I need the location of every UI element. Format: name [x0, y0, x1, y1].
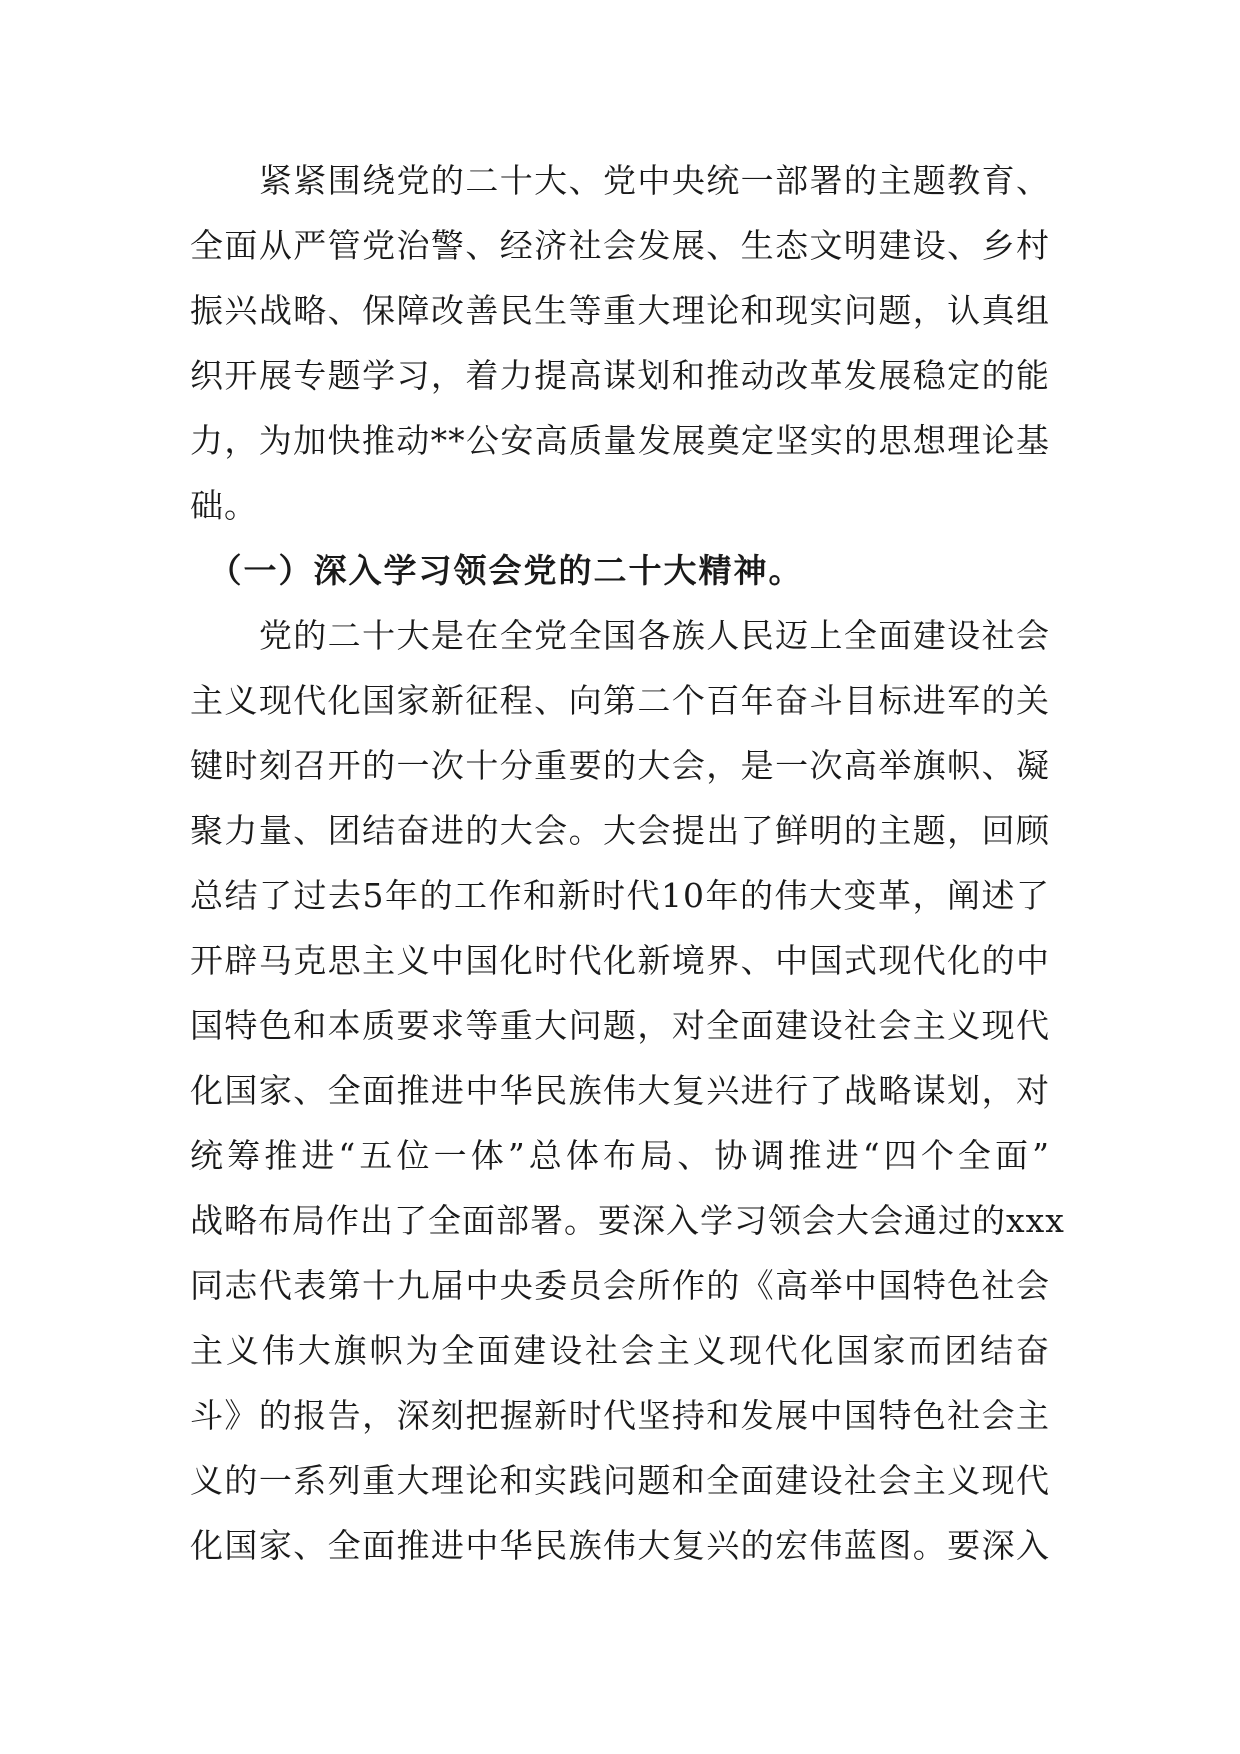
section-heading: （一）深入学习领会党的二十大精神。 — [190, 551, 804, 590]
paragraph-line: 础。 — [190, 486, 258, 525]
paragraph-line: 全面从严管党治警、经济社会发展、生态文明建设、乡村 — [190, 226, 1050, 265]
paragraph-line: 紧紧围绕党的二十大、党中央统一部署的主题教育、 — [190, 161, 1050, 200]
section-heading-block — [190, 538, 1050, 603]
paragraph-line: 统筹推进“五位一体”总体布局、协调推进“四个全面” — [190, 1136, 1050, 1175]
paragraph-line: 总结了过去5年的工作和新时代10年的伟大变革，阐述了 — [190, 876, 1050, 915]
paragraph-line: 力，为加快推动**公安高质量发展奠定坚实的思想理论基 — [190, 421, 1050, 460]
paragraph-line: 主义现代化国家新征程、向第二个百年奋斗目标进军的关 — [190, 681, 1050, 720]
paragraph-line: 化国家、全面推进中华民族伟大复兴的宏伟蓝图。要深入 — [190, 1526, 1050, 1565]
paragraph-line: 斗》的报告，深刻把握新时代坚持和发展中国特色社会主 — [190, 1396, 1050, 1435]
paragraph-line: 主义伟大旗帜为全面建设社会主义现代化国家而团结奋 — [190, 1331, 1050, 1370]
paragraph-line: 党的二十大是在全党全国各族人民迈上全面建设社会 — [190, 616, 1050, 655]
paragraph-intro — [190, 148, 1050, 538]
paragraph-line: 战略布局作出了全面部署。要深入学习领会大会通过的xxx — [190, 1201, 1065, 1240]
paragraph-line: 国特色和本质要求等重大问题，对全面建设社会主义现代 — [190, 1006, 1050, 1045]
paragraph-line: 开辟马克思主义中国化时代化新境界、中国式现代化的中 — [190, 941, 1050, 980]
paragraph-line: 义的一系列重大理论和实践问题和全面建设社会主义现代 — [190, 1461, 1050, 1500]
paragraph-line: 振兴战略、保障改善民生等重大理论和现实问题，认真组 — [190, 291, 1050, 330]
paragraph-twentieth-congress — [190, 603, 1065, 1578]
paragraph-line: 化国家、全面推进中华民族伟大复兴进行了战略谋划，对 — [190, 1071, 1050, 1110]
paragraph-line: 织开展专题学习，着力提高谋划和推动改革发展稳定的能 — [190, 356, 1050, 395]
paragraph-line: 键时刻召开的一次十分重要的大会，是一次高举旗帜、凝 — [190, 746, 1050, 785]
paragraph-line: 聚力量、团结奋进的大会。大会提出了鲜明的主题，回顾 — [190, 811, 1050, 850]
paragraph-line: 同志代表第十九届中央委员会所作的《高举中国特色社会 — [190, 1266, 1050, 1305]
